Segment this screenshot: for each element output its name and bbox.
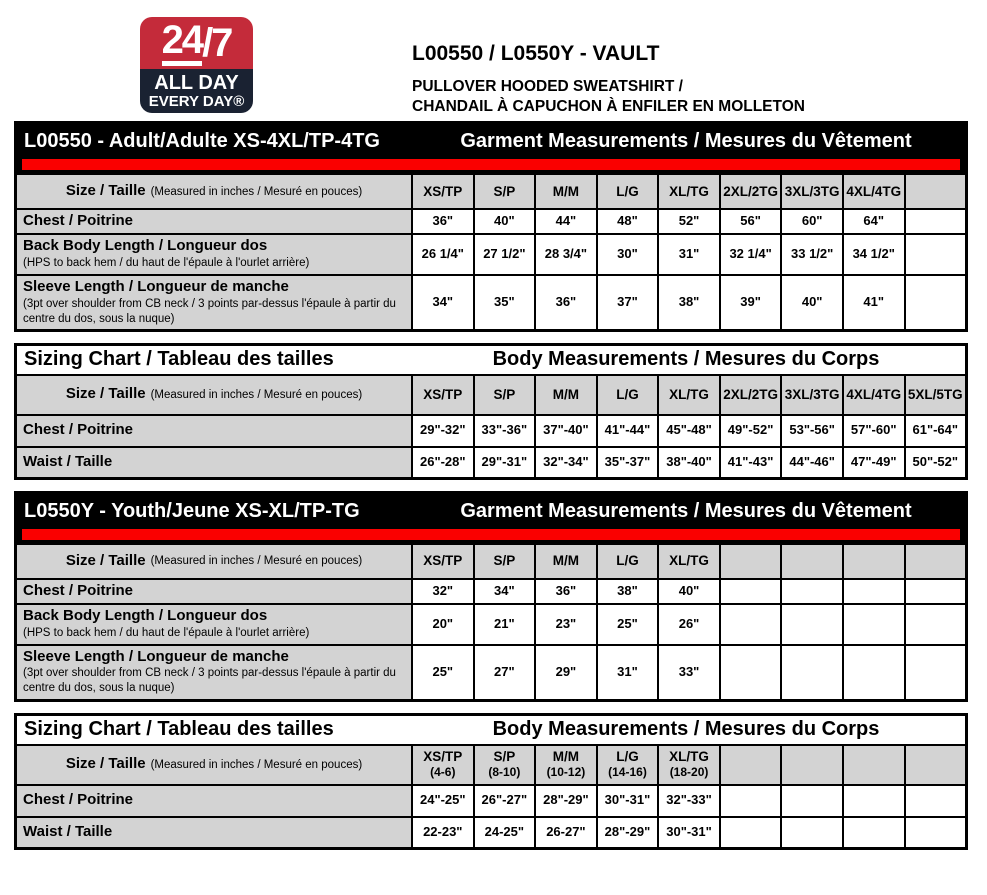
value-cell-empty (904, 786, 966, 816)
size-col-name: XS/TP (423, 183, 463, 199)
row-note: (3pt over shoulder from CB neck / 3 points par-dessus l'épaule à partir du centre du dos, sous la nuque) (23, 667, 396, 695)
row-label: Sleeve Length / Longueur de manche (23, 647, 289, 665)
size-col-name: 3XL/3TG (784, 183, 840, 199)
logo-all-day-text: ALL DAY (154, 71, 239, 94)
measurement-row (17, 603, 965, 644)
value-cell: 64" (842, 210, 904, 233)
size-col-name: L/G (616, 553, 639, 569)
value-cell: 23" (534, 605, 596, 644)
row-label-cell (17, 605, 411, 644)
value-cell: 29" (534, 646, 596, 699)
size-col-header (780, 175, 842, 208)
size-col-name: S/P (493, 553, 516, 569)
value-cell: 60" (780, 210, 842, 233)
row-label: Chest / Poitrine (23, 421, 134, 439)
row-label-cell (17, 448, 411, 477)
value-cell-empty (780, 605, 842, 644)
row-label: Chest / Poitrine (23, 791, 134, 809)
size-label: Size / Taille (65, 385, 146, 403)
size-col-name: M/M (552, 748, 580, 764)
size-col-header (596, 746, 658, 784)
value-cell: 48" (596, 210, 658, 233)
value-cell: 50"-52" (904, 448, 966, 477)
measurement-row (17, 644, 965, 699)
size-label-cell (17, 175, 411, 208)
value-cell: 44"-46" (780, 448, 842, 477)
value-cell-empty (904, 818, 966, 847)
youth-body-rows (17, 746, 965, 847)
value-cell-empty (780, 580, 842, 603)
size-header-row (17, 545, 965, 578)
value-cell: 36" (534, 276, 596, 329)
value-cell: 26" (657, 605, 719, 644)
size-col-name: 3XL/3TG (784, 386, 840, 402)
value-cell: 28 3/4" (534, 235, 596, 274)
size-col-header (411, 746, 473, 784)
table-title: L0550Y - Youth/Jeune XS-XL/TP-TG (24, 499, 360, 522)
value-cell: 49"-52" (719, 416, 781, 446)
row-note: (3pt over shoulder from CB neck / 3 points par-dessus l'épaule à partir du centre du dos, sous la nuque) (23, 297, 396, 325)
value-cell: 34" (411, 276, 473, 329)
adult-garment-header (17, 124, 965, 159)
value-cell-empty (904, 580, 966, 603)
size-col-header (473, 376, 535, 414)
value-cell: 24-25" (473, 818, 535, 847)
size-col-name: 5XL/5TG (907, 386, 963, 402)
size-col-range: (10-12) (546, 765, 586, 780)
size-col-name: M/M (552, 553, 580, 569)
row-label: Chest / Poitrine (23, 212, 134, 229)
value-cell: 33" (657, 646, 719, 699)
value-cell-empty (842, 605, 904, 644)
size-col-header (842, 175, 904, 208)
value-cell-empty (842, 646, 904, 699)
size-col-name: M/M (552, 183, 580, 199)
row-label: Back Body Length / Longueur dos (23, 237, 268, 255)
value-cell: 27 1/2" (473, 235, 535, 274)
row-label: Waist / Taille (23, 822, 113, 840)
size-col-name: S/P (493, 183, 516, 199)
value-cell: 61"-64" (904, 416, 966, 446)
value-cell: 20" (411, 605, 473, 644)
size-col-header (473, 746, 535, 784)
size-col-range: (4-6) (430, 765, 456, 780)
adult-body-table (14, 343, 968, 480)
size-col-name: S/P (493, 748, 516, 764)
logo-slash7-text: /7 (202, 20, 232, 65)
product-name-fr: CHANDAIL À CAPUCHON À ENFILER EN MOLLETON (412, 98, 805, 116)
adult-body-rows (17, 376, 965, 477)
value-cell: 37"-40" (534, 416, 596, 446)
value-cell-empty (904, 276, 966, 329)
size-label: Size / Taille (65, 755, 146, 773)
row-label-cell (17, 235, 411, 274)
size-col-name: XS/TP (423, 748, 463, 764)
row-label: Waist / Taille (23, 452, 113, 470)
size-col-name: XL/TG (669, 183, 709, 199)
adult-garment-rows (17, 175, 965, 329)
table-subtitle: Garment Measurements / Mesures du Vêtement (460, 130, 912, 152)
adult-garment-table (14, 121, 968, 332)
size-col-name: 4XL/4TG (846, 183, 902, 199)
measurement-row (17, 446, 965, 477)
row-note: (HPS to back hem / du haut de l'épaule à l'ourlet arrière) (23, 626, 310, 639)
value-cell: 37" (596, 276, 658, 329)
value-cell: 33 1/2" (780, 235, 842, 274)
size-col-header (534, 746, 596, 784)
size-col-name: S/P (493, 386, 516, 402)
value-cell-empty (719, 605, 781, 644)
row-label: Back Body Length / Longueur dos (23, 607, 268, 625)
row-note: (HPS to back hem / du haut de l'épaule à l'ourlet arrière) (23, 257, 310, 270)
value-cell: 52" (657, 210, 719, 233)
value-cell: 35" (473, 276, 535, 329)
value-cell: 22-23" (411, 818, 473, 847)
size-col-header-empty (842, 545, 904, 578)
value-cell: 26-27" (534, 818, 596, 847)
size-label-cell (17, 545, 411, 578)
value-cell: 26 1/4" (411, 235, 473, 274)
value-cell: 45"-48" (657, 416, 719, 446)
size-col-header (534, 545, 596, 578)
logo-every-day-text: EVERY DAY® (148, 92, 245, 110)
youth-garment-table (14, 491, 968, 702)
size-col-name: 2XL/2TG (723, 386, 778, 402)
row-label-cell (17, 646, 411, 699)
size-col-header (596, 175, 658, 208)
size-col-header (596, 376, 658, 414)
size-col-name: 2XL/2TG (723, 183, 778, 199)
value-cell-empty (780, 646, 842, 699)
table-title: Sizing Chart / Tableau des tailles (24, 348, 334, 371)
value-cell: 27" (473, 646, 535, 699)
size-units-note: (Measured in inches / Mesuré en pouces) (150, 388, 363, 401)
row-label-cell (17, 786, 411, 816)
youth-body-table (14, 713, 968, 850)
measurement-row (17, 208, 965, 233)
red-stripe (22, 159, 960, 170)
value-cell: 44" (534, 210, 596, 233)
sizing-tables-container (14, 121, 968, 850)
size-header-row (17, 376, 965, 414)
measurement-row (17, 274, 965, 329)
product-title-block (412, 42, 805, 118)
size-col-name: 4XL/4TG (846, 386, 902, 402)
size-col-header (596, 545, 658, 578)
table-subtitle: Garment Measurements / Mesures du Vêtement (460, 499, 912, 522)
measurement-row (17, 414, 965, 446)
size-col-header (411, 545, 473, 578)
size-header-row (17, 175, 965, 208)
size-col-header-empty (780, 746, 842, 784)
value-cell: 40" (473, 210, 535, 233)
size-col-header-empty (842, 746, 904, 784)
value-cell: 32 1/4" (719, 235, 781, 274)
value-cell-empty (904, 646, 966, 699)
measurement-row (17, 578, 965, 603)
size-col-header (842, 376, 904, 414)
size-header-row (17, 746, 965, 784)
size-col-range: (14-16) (608, 765, 647, 780)
size-col-header-empty (904, 175, 966, 208)
row-label: Chest / Poitrine (23, 581, 134, 599)
value-cell: 41"-43" (719, 448, 781, 477)
value-cell: 29"-32" (411, 416, 473, 446)
value-cell: 25" (596, 605, 658, 644)
row-label: Sleeve Length / Longueur de manche (23, 277, 289, 295)
red-stripe (22, 529, 960, 540)
table-subtitle: Body Measurements / Mesures du Corps (492, 348, 880, 371)
logo-24-7-mark (140, 17, 253, 69)
size-label: Size / Taille (65, 182, 146, 200)
page-header (0, 0, 987, 121)
value-cell: 28"-29" (596, 818, 658, 847)
size-col-header (473, 545, 535, 578)
value-cell-empty (904, 605, 966, 644)
value-cell-empty (842, 786, 904, 816)
value-cell: 56" (719, 210, 781, 233)
value-cell: 26"-28" (411, 448, 473, 477)
value-cell: 40" (780, 276, 842, 329)
size-col-header-empty (719, 545, 781, 578)
value-cell: 47"-49" (842, 448, 904, 477)
row-label-cell (17, 276, 411, 329)
value-cell-empty (904, 235, 966, 274)
value-cell: 33"-36" (473, 416, 535, 446)
value-cell: 28"-29" (534, 786, 596, 816)
value-cell: 29"-31" (473, 448, 535, 477)
value-cell: 34 1/2" (842, 235, 904, 274)
size-col-header (534, 175, 596, 208)
size-col-name: L/G (616, 748, 639, 764)
value-cell-empty (719, 818, 781, 847)
size-col-header-empty (719, 746, 781, 784)
size-col-header-empty (904, 545, 966, 578)
product-code-title: L00550 / L0550Y - VAULT (412, 42, 660, 65)
size-col-header (534, 376, 596, 414)
value-cell: 53"-56" (780, 416, 842, 446)
measurement-row (17, 816, 965, 847)
logo-tagline (140, 69, 253, 113)
logo-24-text: 24 (162, 20, 203, 66)
product-name-en: PULLOVER HOODED SWEATSHIRT / (412, 78, 683, 95)
value-cell: 38"-40" (657, 448, 719, 477)
value-cell: 25" (411, 646, 473, 699)
size-col-header (780, 376, 842, 414)
size-col-header-empty (904, 746, 966, 784)
size-col-range: (8-10) (488, 765, 521, 780)
value-cell: 35"-37" (596, 448, 658, 477)
value-cell: 31" (657, 235, 719, 274)
size-units-note: (Measured in inches / Mesuré en pouces) (150, 185, 363, 198)
size-label: Size / Taille (65, 551, 146, 569)
value-cell-empty (719, 646, 781, 699)
size-col-range: (18-20) (669, 765, 709, 780)
row-label-cell (17, 818, 411, 847)
value-cell: 31" (596, 646, 658, 699)
size-col-name: XS/TP (423, 553, 463, 569)
value-cell: 40" (657, 580, 719, 603)
red-stripe-band (17, 529, 965, 545)
size-col-header (411, 376, 473, 414)
size-col-header (657, 175, 719, 208)
value-cell-empty (904, 210, 966, 233)
value-cell: 38" (657, 276, 719, 329)
size-units-note: (Measured in inches / Mesuré en pouces) (150, 555, 363, 568)
size-col-header (657, 746, 719, 784)
table-title: L00550 - Adult/Adulte XS-4XL/TP-4TG (24, 130, 380, 152)
adult-body-header (17, 346, 965, 376)
value-cell: 57"-60" (842, 416, 904, 446)
measurement-row (17, 784, 965, 816)
value-cell: 26"-27" (473, 786, 535, 816)
size-col-name: L/G (616, 183, 639, 199)
size-label-cell (17, 376, 411, 414)
size-col-name: XL/TG (669, 553, 709, 569)
value-cell: 32" (411, 580, 473, 603)
row-label-cell (17, 416, 411, 446)
value-cell: 41"-44" (596, 416, 658, 446)
value-cell: 34" (473, 580, 535, 603)
size-label-cell (17, 746, 411, 784)
value-cell-empty (842, 818, 904, 847)
value-cell-empty (719, 580, 781, 603)
value-cell: 38" (596, 580, 658, 603)
youth-garment-rows (17, 545, 965, 699)
youth-body-header (17, 716, 965, 746)
value-cell: 32"-33" (657, 786, 719, 816)
size-col-header (411, 175, 473, 208)
value-cell: 32"-34" (534, 448, 596, 477)
value-cell-empty (842, 580, 904, 603)
value-cell-empty (780, 818, 842, 847)
youth-garment-header (17, 494, 965, 529)
value-cell: 21" (473, 605, 535, 644)
size-col-name: L/G (616, 386, 639, 402)
red-stripe-band (17, 159, 965, 175)
table-subtitle: Body Measurements / Mesures du Corps (492, 718, 880, 740)
value-cell: 24"-25" (411, 786, 473, 816)
size-col-name: XS/TP (423, 386, 463, 402)
value-cell-empty (719, 786, 781, 816)
row-label-cell (17, 580, 411, 603)
size-col-header (719, 376, 781, 414)
value-cell: 30"-31" (657, 818, 719, 847)
size-col-header (657, 545, 719, 578)
brand-logo-24-7 (140, 17, 253, 113)
measurement-row (17, 233, 965, 274)
size-col-name: M/M (552, 386, 580, 402)
size-col-name: XL/TG (669, 748, 709, 764)
size-col-header (473, 175, 535, 208)
row-label-cell (17, 210, 411, 233)
value-cell-empty (780, 786, 842, 816)
value-cell: 30"-31" (596, 786, 658, 816)
size-col-header (657, 376, 719, 414)
table-title: Sizing Chart / Tableau des tailles (24, 718, 334, 740)
size-units-note: (Measured in inches / Mesuré en pouces) (150, 758, 363, 771)
value-cell: 41" (842, 276, 904, 329)
value-cell: 36" (534, 580, 596, 603)
value-cell: 30" (596, 235, 658, 274)
size-col-header (904, 376, 966, 414)
size-col-header (719, 175, 781, 208)
value-cell: 39" (719, 276, 781, 329)
value-cell: 36" (411, 210, 473, 233)
size-col-name: XL/TG (669, 386, 709, 402)
size-col-header-empty (780, 545, 842, 578)
